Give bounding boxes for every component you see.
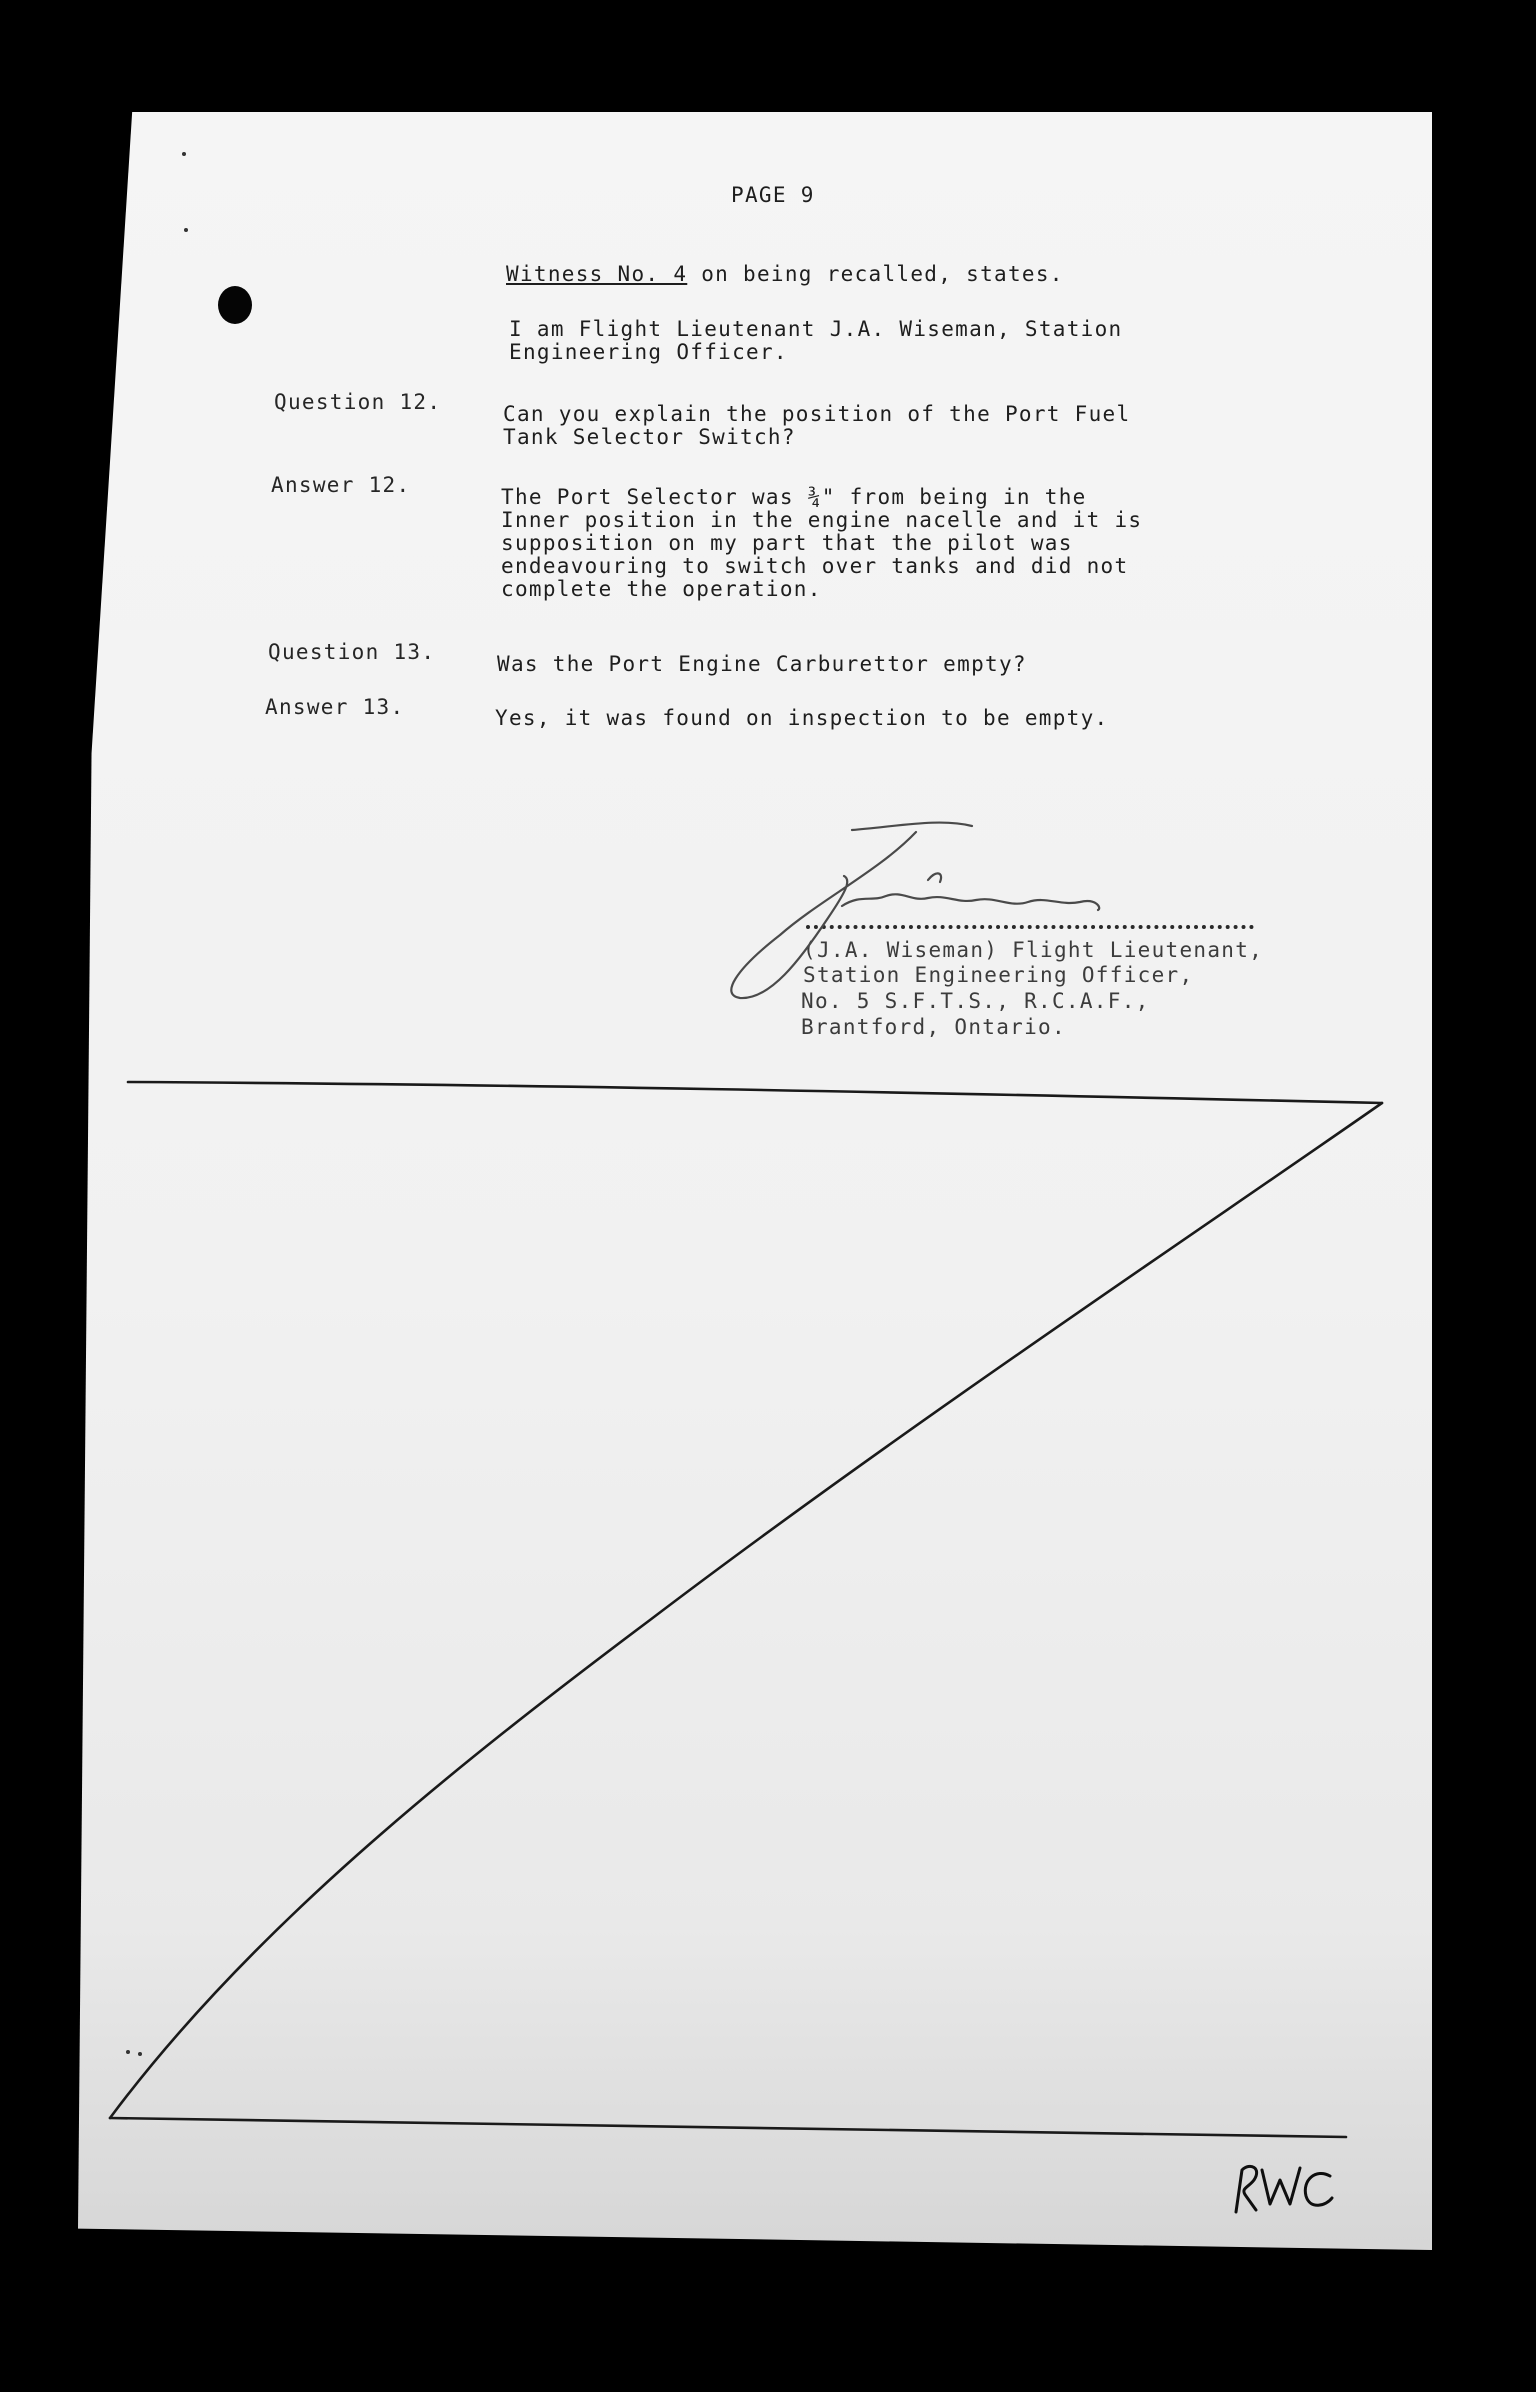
signature-block-line: No. 5 S.F.T.S., R.C.A.F., <box>801 989 1150 1013</box>
answer-text-line: Inner position in the engine nacelle and it is <box>501 508 1143 532</box>
answer-text-line: The Port Selector was ¾" from being in the <box>501 485 1087 509</box>
page-header: PAGE 9 <box>731 183 815 207</box>
witness-intro-rest: on being recalled, states. <box>687 262 1064 286</box>
answer-text-line: endeavouring to switch over tanks and did not <box>501 554 1129 578</box>
question-text-line: Tank Selector Switch? <box>503 425 796 449</box>
signature-block-line: Station Engineering Officer, <box>803 963 1194 987</box>
question-label: Question 13. <box>268 640 436 664</box>
answer-text-line: complete the operation. <box>501 577 822 601</box>
answer-label: Answer 13. <box>265 695 405 719</box>
question-text-line: Can you explain the position of the Port Fuel <box>503 402 1131 426</box>
signature-block-line: (J.A. Wiseman) Flight Lieutenant, <box>803 938 1264 962</box>
handwritten-signature <box>731 823 1099 998</box>
answer-text-line: Yes, it was found on inspection to be empty. <box>495 706 1109 730</box>
cancel-diagonal-mark <box>110 1082 1382 2137</box>
handwritten-initials <box>1236 2166 1332 2212</box>
answer-label: Answer 12. <box>271 473 411 497</box>
question-label: Question 12. <box>274 390 442 414</box>
statement-line: I am Flight Lieutenant J.A. Wiseman, Station <box>509 317 1123 341</box>
answer-text-line: supposition on my part that the pilot was <box>501 531 1073 555</box>
witness-label: Witness No. 4 <box>506 262 688 286</box>
signature-block-line: Brantford, Ontario. <box>801 1015 1066 1039</box>
question-text-line: Was the Port Engine Carburettor empty? <box>497 652 1027 676</box>
statement-line: Engineering Officer. <box>509 340 788 364</box>
